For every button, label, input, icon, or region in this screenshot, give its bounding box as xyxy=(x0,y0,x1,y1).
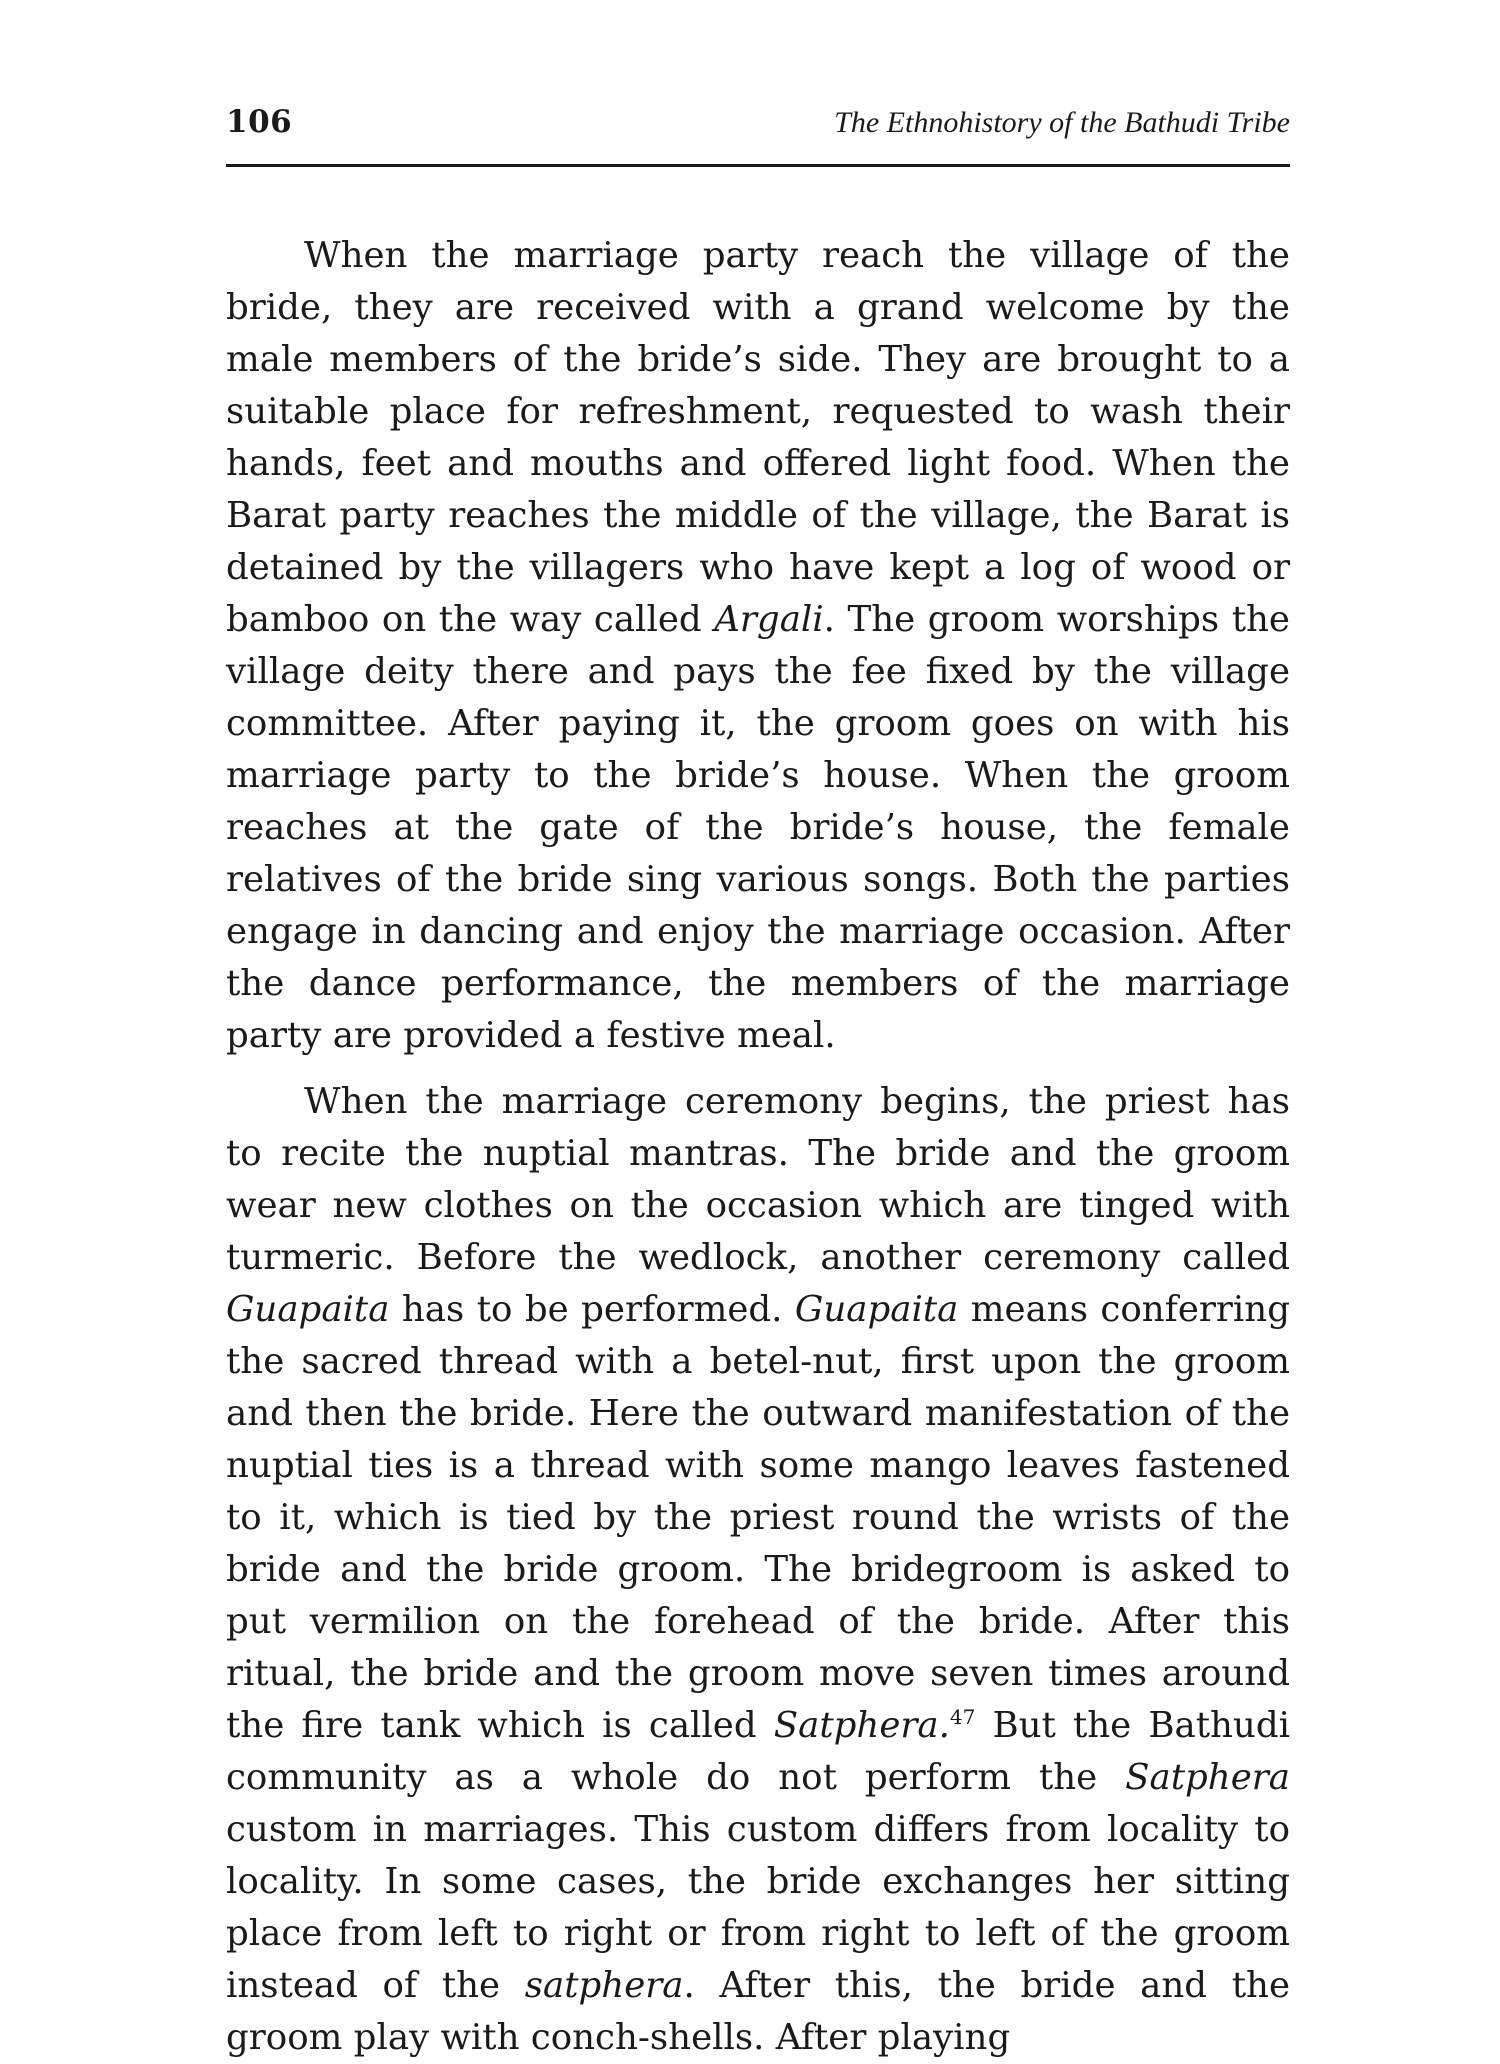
text-run: has to be performed. xyxy=(389,1289,795,1330)
book-page xyxy=(226,0,1291,2058)
body-text xyxy=(226,230,1290,2064)
text-run: When the marriage ceremony begins, the priest has to recite the nuptial mantras. The bride and the groom wear new clothes on the occasion which are tinged with turmeric. Before the wedlock, another ceremony called xyxy=(226,1081,1290,1278)
header-rule xyxy=(226,164,1290,167)
italic-term: Guapaita xyxy=(226,1289,390,1330)
book-title: The Ethnohistory of the Bathudi Tribe xyxy=(834,106,1290,139)
footnote-marker: 47 xyxy=(949,1705,976,1730)
text-run: But the Bathudi community as a whole do not perform the xyxy=(226,1705,1290,1798)
paragraph-2 xyxy=(226,1076,1290,2064)
text-run: When the marriage party reach the village of the bride, they are received with a grand welcome by the male members of the bride’s side. They are brought to a suitable place for refreshment, requested to wash their hands, feet and mouths and offered light food. When the Barat party reaches the middle of the village, the Barat is detained by the villagers who have kept a log of wood or bamboo on the way called xyxy=(226,235,1290,640)
running-head xyxy=(226,104,1290,154)
italic-term: satphera xyxy=(524,1965,684,2006)
italic-term: Satphera. xyxy=(773,1705,950,1746)
text-run: . The groom worships the village deity there and pays the fee fixed by the village committee. After paying it, the groom goes on with his marriage party to the bride’s house. When the groom reaches at the gate of the bride’s house, the female relatives of the bride sing various songs. Both the parties engage in dancing and enjoy the marriage occasion. After the dance performance, the members of the marriage party are provided a festive meal. xyxy=(226,599,1290,1056)
text-run: . After this, the bride and the groom play with conch-shells. After playing xyxy=(226,1965,1291,2058)
text-run: means conferring the sacred thread with a betel-nut, first upon the groom and then the bride. Here the outward manifestation of the nuptial ties is a thread with some mango leaves fastened to it, which is tied by the priest round the wrists of the bride and the bride groom. The bridegroom is asked to put vermilion on the forehead of the bride. After this ritual, the bride and the groom move seven times around the fire tank which is called xyxy=(226,1289,1290,1746)
italic-term: Satphera xyxy=(1125,1757,1290,1798)
page-number: 106 xyxy=(226,104,293,140)
italic-term: Argali xyxy=(714,599,824,640)
paragraph-1 xyxy=(226,230,1290,1062)
italic-term: Guapaita xyxy=(794,1289,959,1330)
text-run: custom in marriages. This custom differs from locality to locality. In some cases, the bride exchanges her sitting place from left to right or from right to left of the groom instead of the xyxy=(226,1809,1290,2006)
